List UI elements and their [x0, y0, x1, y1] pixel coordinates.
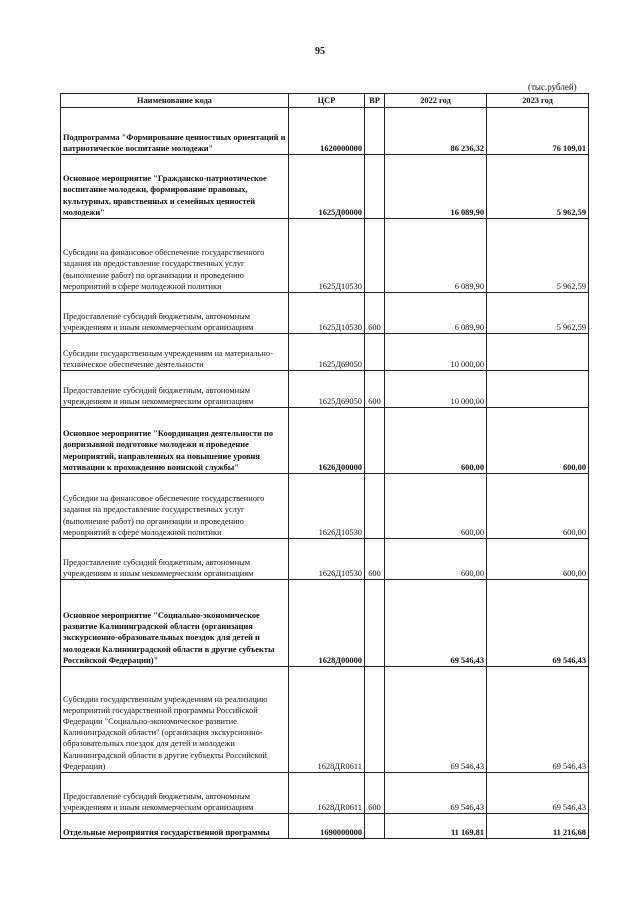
table-row	[61, 219, 589, 293]
row-code: 1625Д69050	[289, 371, 365, 408]
row-value-2023: 69 546,43	[487, 667, 589, 773]
row-value-2022: 6 089,90	[385, 219, 487, 293]
row-name: Предоставление субсидий бюджетным, автономным учреждениям и иным некоммерческим организациям	[61, 539, 289, 580]
header-name: Наименование кода	[61, 94, 289, 108]
row-name: Основное мероприятие "Координация деятельности по допризывной подготовке молодежи и проведение мероприятий, направленных на повышение уровня мотивации к прохождению воинской службы"	[61, 408, 289, 474]
header-vr: ВР	[365, 94, 385, 108]
row-value-2022: 11 169,81	[385, 814, 487, 839]
row-value-2023: 5 962,59	[487, 293, 589, 334]
table-row	[61, 293, 589, 334]
row-value-2022: 600,00	[385, 474, 487, 539]
table-row	[61, 667, 589, 773]
row-value-2022: 600,00	[385, 408, 487, 474]
header-code: ЦСР	[289, 94, 365, 108]
row-value-2022: 600,00	[385, 539, 487, 580]
row-vr	[365, 155, 385, 219]
units-label: (тыс.рублей)	[528, 82, 577, 92]
row-code: 1690000000	[289, 814, 365, 839]
row-name: Предоставление субсидий бюджетным, автономным учреждениям и иным некоммерческим организациям	[61, 773, 289, 814]
row-code: 1628ДR0611	[289, 773, 365, 814]
table-row	[61, 580, 589, 667]
table-row	[61, 539, 589, 580]
row-value-2023: 69 546,43	[487, 773, 589, 814]
table-row	[61, 334, 589, 371]
row-name: Субсидии на финансовое обеспечение государственного задания на предоставление государственных услуг (выполнение работ) по организации и проведению мероприятий в сфере молодежной политики	[61, 219, 289, 293]
row-vr	[365, 580, 385, 667]
table-row	[61, 371, 589, 408]
row-vr: 600	[365, 539, 385, 580]
row-name: Субсидии государственным учреждениям на реализацию мероприятий государственной программы Российской Федерации "Социально-экономическое развитие Калининградской области" (организация экскурсионно-образовательных поездок для детей и молодежи Калининградской области в другие субъекты Российской Федерации)	[61, 667, 289, 773]
row-code: 1625Д10530	[289, 219, 365, 293]
row-value-2023: 11 216,68	[487, 814, 589, 839]
row-value-2023: 600,00	[487, 474, 589, 539]
row-value-2022: 86 236,32	[385, 108, 487, 155]
row-code: 1626Д00000	[289, 408, 365, 474]
row-vr: 600	[365, 293, 385, 334]
table-row	[61, 408, 589, 474]
table-body	[61, 108, 589, 839]
row-name: Отдельные мероприятия государственной программы	[61, 814, 289, 839]
row-value-2023: 600,00	[487, 408, 589, 474]
page-number: 95	[315, 46, 325, 57]
table-row	[61, 773, 589, 814]
row-value-2023: 69 546,43	[487, 580, 589, 667]
row-value-2022: 69 546,43	[385, 773, 487, 814]
row-vr	[365, 474, 385, 539]
row-value-2023: 5 962,59	[487, 219, 589, 293]
row-vr	[365, 334, 385, 371]
table-row	[61, 814, 589, 839]
row-value-2023	[487, 334, 589, 371]
budget-table	[60, 93, 589, 839]
row-value-2022: 69 546,43	[385, 667, 487, 773]
row-value-2022: 10 000,00	[385, 371, 487, 408]
table-row	[61, 108, 589, 155]
row-name: Подпрограмма "Формирование ценностных ориентаций и патриотическое воспитание молодежи"	[61, 108, 289, 155]
row-code: 1628Д00000	[289, 580, 365, 667]
row-value-2023: 5 962,59	[487, 155, 589, 219]
row-name: Предоставление субсидий бюджетным, автономным учреждениям и иным некоммерческим организациям	[61, 293, 289, 334]
row-name: Основное мероприятие "Гражданско-патриотическое воспитание молодежи, формирование правовых, культурных, нравственных и семейных ценностей молодежи"	[61, 155, 289, 219]
row-value-2023: 600,00	[487, 539, 589, 580]
row-code: 1625Д00000	[289, 155, 365, 219]
row-name: Субсидии государственным учреждениям на материально-техническое обеспечение деятельности	[61, 334, 289, 371]
row-vr: 600	[365, 773, 385, 814]
row-name: Предоставление субсидий бюджетным, автономным учреждениям и иным некоммерческим организациям	[61, 371, 289, 408]
row-vr: 600	[365, 371, 385, 408]
row-code: 1625Д69050	[289, 334, 365, 371]
row-code: 1625Д10530	[289, 293, 365, 334]
row-value-2022: 16 089,90	[385, 155, 487, 219]
row-value-2022: 69 546,43	[385, 580, 487, 667]
row-code: 1626Д10530	[289, 474, 365, 539]
row-vr	[365, 108, 385, 155]
header-2022: 2022 год	[385, 94, 487, 108]
row-vr	[365, 219, 385, 293]
row-value-2023	[487, 371, 589, 408]
row-name: Основное мероприятие "Социально-экономическое развитие Калининградской области (организация экскурсионно-образовательных поездок для детей и молодежи Калининградской области в другие субъекты Российской Федерации)"	[61, 580, 289, 667]
table-row	[61, 155, 589, 219]
row-vr	[365, 408, 385, 474]
row-value-2023: 76 109,01	[487, 108, 589, 155]
row-value-2022: 6 089,90	[385, 293, 487, 334]
row-name: Субсидии на финансовое обеспечение государственного задания на предоставление государственных услуг (выполнение работ) по организации и проведению мероприятий в сфере молодежной политики	[61, 474, 289, 539]
row-code: 1628ДR0611	[289, 667, 365, 773]
row-code: 1620000000	[289, 108, 365, 155]
table-row	[61, 474, 589, 539]
row-vr	[365, 667, 385, 773]
header-2023: 2023 год	[487, 94, 589, 108]
table-header-row	[61, 94, 589, 108]
row-value-2022: 10 000,00	[385, 334, 487, 371]
row-vr	[365, 814, 385, 839]
row-code: 1626Д10530	[289, 539, 365, 580]
